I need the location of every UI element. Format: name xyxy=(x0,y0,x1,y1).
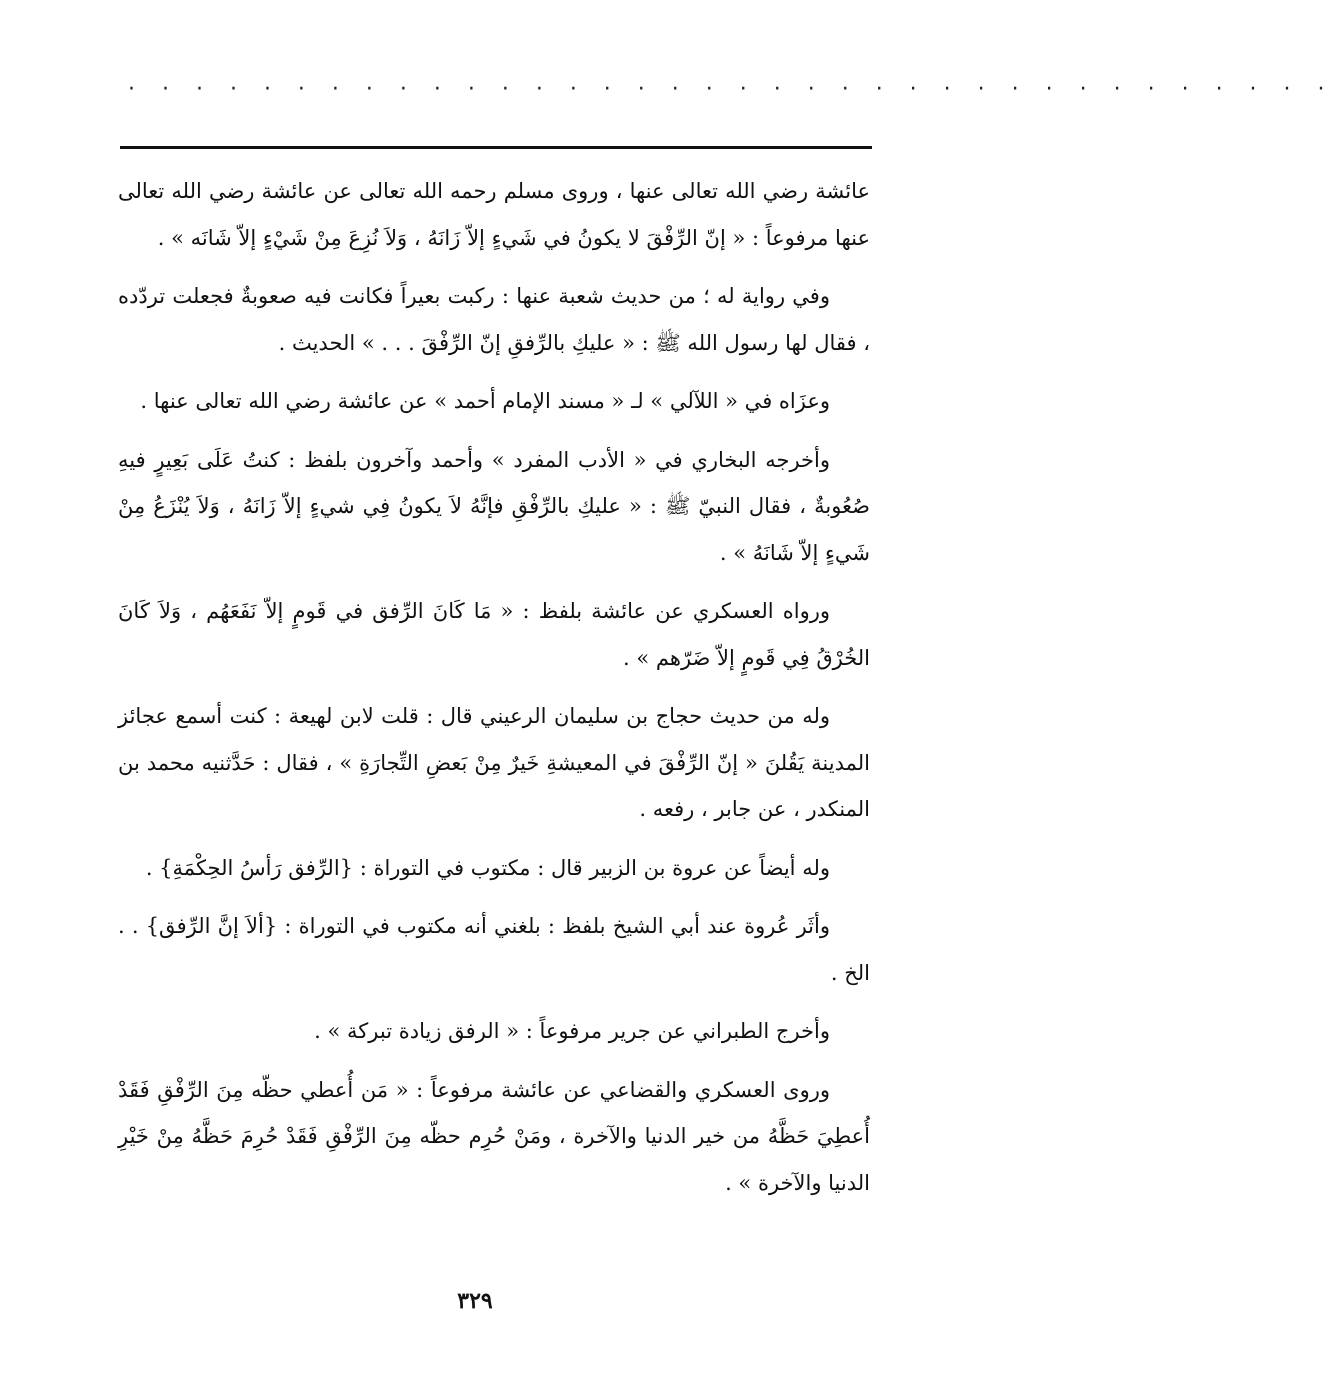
page-number: ٣٢٩ xyxy=(457,1288,493,1314)
header-dotted-line: · · · · · · · · · · · · · · · · · · · · · · · · · · · · · · · · · · · · xyxy=(128,77,1335,102)
paragraph-4: وأخرجه البخاري في « الأدب المفرد » وأحمد وآخرون بلفظ : كنتُ عَلَى بَعِيرٍ فيهِ صُعُوبةٌ ، فقال النبيّ ﷺ : « عليكِ بالرِّفْقِ فإنَّهُ لاَ يكونُ فِي شيءٍ إلاّ زَانَهُ ، وَلاَ يُنْزَعُ مِنْ شَيءٍ إلاّ شَانَهُ » . xyxy=(118,447,870,565)
paragraph-5: ورواه العسكري عن عائشة بلفظ : « مَا كَانَ الرِّفق في قَومٍ إلاّ نَفَعَهُم ، وَلاَ كَانَ الخُرْقُ فِي قَومٍ إلاّ ضَرّهم » . xyxy=(118,599,870,670)
paragraph-6: وله من حديث حجاج بن سليمان الرعيني قال : قلت لابن لهيعة : كنت أسمع عجائز المدينة يَقُلنَ « إنّ الرِّفْقَ في المعيشةِ خَيرٌ مِنْ بَعضِ التِّجارَةِ » ، فقال : حَدَّثنيه محمد بن المنكدر ، عن جابر ، رفعه . xyxy=(118,704,870,821)
paragraph-2: وفي رواية له ؛ من حديث شعبة عنها : ركبت بعيراً فكانت فيه صعوبةٌ فجعلت تردّده ، فقال لها رسول الله ﷺ : « عليكِ بالرِّفقِ إنّ الرِّفْقَ . . . » الحديث . xyxy=(118,284,870,355)
paragraph-9: وأخرج الطبراني عن جرير مرفوعاً : « الرفق زيادة تبركة » . xyxy=(314,1019,830,1043)
paragraph-7: وله أيضاً عن عروة بن الزبير قال : مكتوب في التوراة : {الرِّفق رَأسُ الحِكْمَةِ} . xyxy=(145,855,830,880)
paragraph-8: وأثَر عُروة عند أبي الشيخ بلفظ : بلغني أنه مكتوب في التوراة : {ألاَ إنَّ الرِّفق} . . الخ . xyxy=(118,914,870,985)
header-rule xyxy=(120,146,872,149)
paragraph-10: وروى العسكري والقضاعي عن عائشة مرفوعاً : « مَن أُعطي حظّه مِنَ الرِّفْقِ فَقَدْ أُعطِيَ حَظَّهُ من خير الدنيا والآخرة ، ومَنْ حُرِم حظّه مِنَ الرِّفْقِ فَقَدْ حُرِمَ حَظَّهُ مِنْ خَيْرِ الدنيا والآخرة » . xyxy=(118,1077,870,1195)
body-text xyxy=(118,168,870,1218)
paragraph-3: وعزَاه في « اللآلي » لـ « مسند الإمام أحمد » عن عائشة رضي الله تعالى عنها . xyxy=(140,389,830,413)
paragraph-1: عائشة رضي الله تعالى عنها ، وروى مسلم رحمه الله تعالى عن عائشة رضي الله تعالى عنها مرفوعاً : « إنّ الرِّفْقَ لا يكونُ في شَيءٍ إلاّ زَانَهُ ، وَلاَ نُزِعَ مِنْ شَيْءٍ إلاّ شَانَه » . xyxy=(118,179,870,250)
